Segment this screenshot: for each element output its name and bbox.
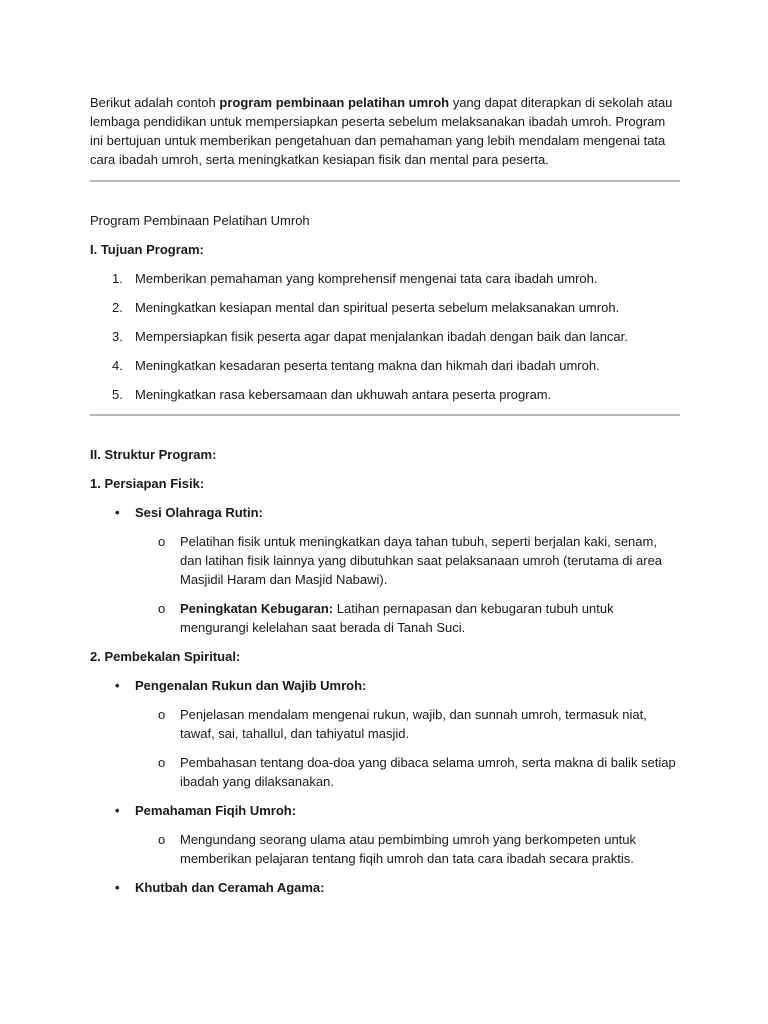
section-pembekalan-spiritual-heading: 2. Pembekalan Spiritual: [90,649,241,664]
tujuan-heading: I. Tujuan Program: [90,242,204,257]
intro-paragraph [90,93,680,169]
sub-list-item [90,753,680,791]
bullet-heading [90,801,680,820]
bullet-heading-text: Pemahaman Fiqih Umroh: [135,803,297,818]
circle-bullet-icon: o [158,832,166,847]
bullet-heading [90,676,680,695]
sub-item-text: Latihan pernapasan dan kebugaran tubuh untuk mengurangi kelelahan saat berada di Tanah Suci. [180,601,614,635]
list-item [90,298,680,317]
sub-list-item [90,599,680,637]
bullet-icon: • [115,505,120,520]
list-item-text: Meningkatkan rasa kebersamaan dan ukhuwah antara peserta program. [135,387,552,402]
list-item-text: Mempersiapkan fisik peserta agar dapat menjalankan ibadah dengan baik dan lancar. [135,329,628,344]
sub-list [90,532,680,637]
list-number: 3. [112,329,123,344]
list-item [90,385,680,404]
bullet-heading [90,503,680,522]
sub-list-item [90,830,680,868]
persiapan-fisik-list [90,503,680,637]
list-number: 2. [112,300,123,315]
list-item-text: Meningkatkan kesiapan mental dan spiritual peserta sebelum melaksanakan umroh. [135,300,620,315]
sub-item-text: Penjelasan mendalam mengenai rukun, wajib, dan sunnah umroh, termasuk niat, tawaf, sai, tahallul, dan tahiyatul masjid. [180,707,647,741]
bullet-icon: • [115,803,120,818]
bullet-icon: • [115,880,120,895]
circle-bullet-icon: o [158,755,166,770]
bullet-heading-text: Khutbah dan Ceramah Agama: [135,880,325,895]
intro-text-after: yang dapat diterapkan di sekolah atau lembaga pendidikan untuk mempersiapkan peserta sebelum melaksanakan ibadah umroh. Program ini bertujuan untuk memberikan pengetahuan dan pemahaman yang lebih mendalam mengenai tata cara ibadah umroh, serta meningkatkan kesiapan fisik dan mental para peserta. [90,95,673,167]
list-item [90,269,680,288]
list-item [90,676,680,791]
circle-bullet-icon: o [158,707,166,722]
program-title: Program Pembinaan Pelatihan Umroh [90,213,310,228]
intro-text-before: Berikut adalah contoh [90,95,220,110]
section-persiapan-fisik-heading: 1. Persiapan Fisik: [90,476,205,491]
bullet-heading-text: Sesi Olahraga Rutin: [135,505,263,520]
list-item [90,503,680,637]
sub-list-item [90,705,680,743]
list-item-text: Memberikan pemahaman yang komprehensif mengenai tata cara ibadah umroh. [135,271,598,286]
horizontal-divider [90,180,680,182]
list-item [90,878,680,897]
sub-list-item [90,532,680,589]
sub-item-text: Mengundang seorang ulama atau pembimbing umroh yang berkompeten untuk memberikan pelajaran tentang fiqih umroh dan tata cara ibadah secara praktis. [180,832,637,866]
horizontal-divider [90,414,680,416]
bullet-heading-text: Pengenalan Rukun dan Wajib Umroh: [135,678,367,693]
list-item [90,356,680,375]
list-item [90,327,680,346]
list-number: 4. [112,358,123,373]
list-item [90,801,680,868]
sub-list [90,705,680,791]
bullet-heading [90,878,680,897]
intro-text-bold: program pembinaan pelatihan umroh [219,95,450,110]
circle-bullet-icon: o [158,534,166,549]
circle-bullet-icon: o [158,601,166,616]
sub-list [90,830,680,868]
list-item-text: Meningkatkan kesadaran peserta tentang makna dan hikmah dari ibadah umroh. [135,358,600,373]
bullet-icon: • [115,678,120,693]
sub-item-bold-text: Peningkatan Kebugaran: [180,601,334,616]
pembekalan-spiritual-list [90,676,680,897]
sub-item-text: Pembahasan tentang doa-doa yang dibaca selama umroh, serta makna di balik setiap ibadah yang dilaksanakan. [180,755,676,789]
tujuan-list [90,269,680,404]
document-page [90,93,680,907]
sub-item-text: Pelatihan fisik untuk meningkatkan daya tahan tubuh, seperti berjalan kaki, senam, dan latihan fisik lainnya yang dibutuhkan saat pelaksanaan umroh (terutama di area Masjidil Haram dan Masjid Nabawi). [180,534,663,587]
struktur-heading: II. Struktur Program: [90,447,217,462]
list-number: 5. [112,387,123,402]
list-number: 1. [112,271,123,286]
